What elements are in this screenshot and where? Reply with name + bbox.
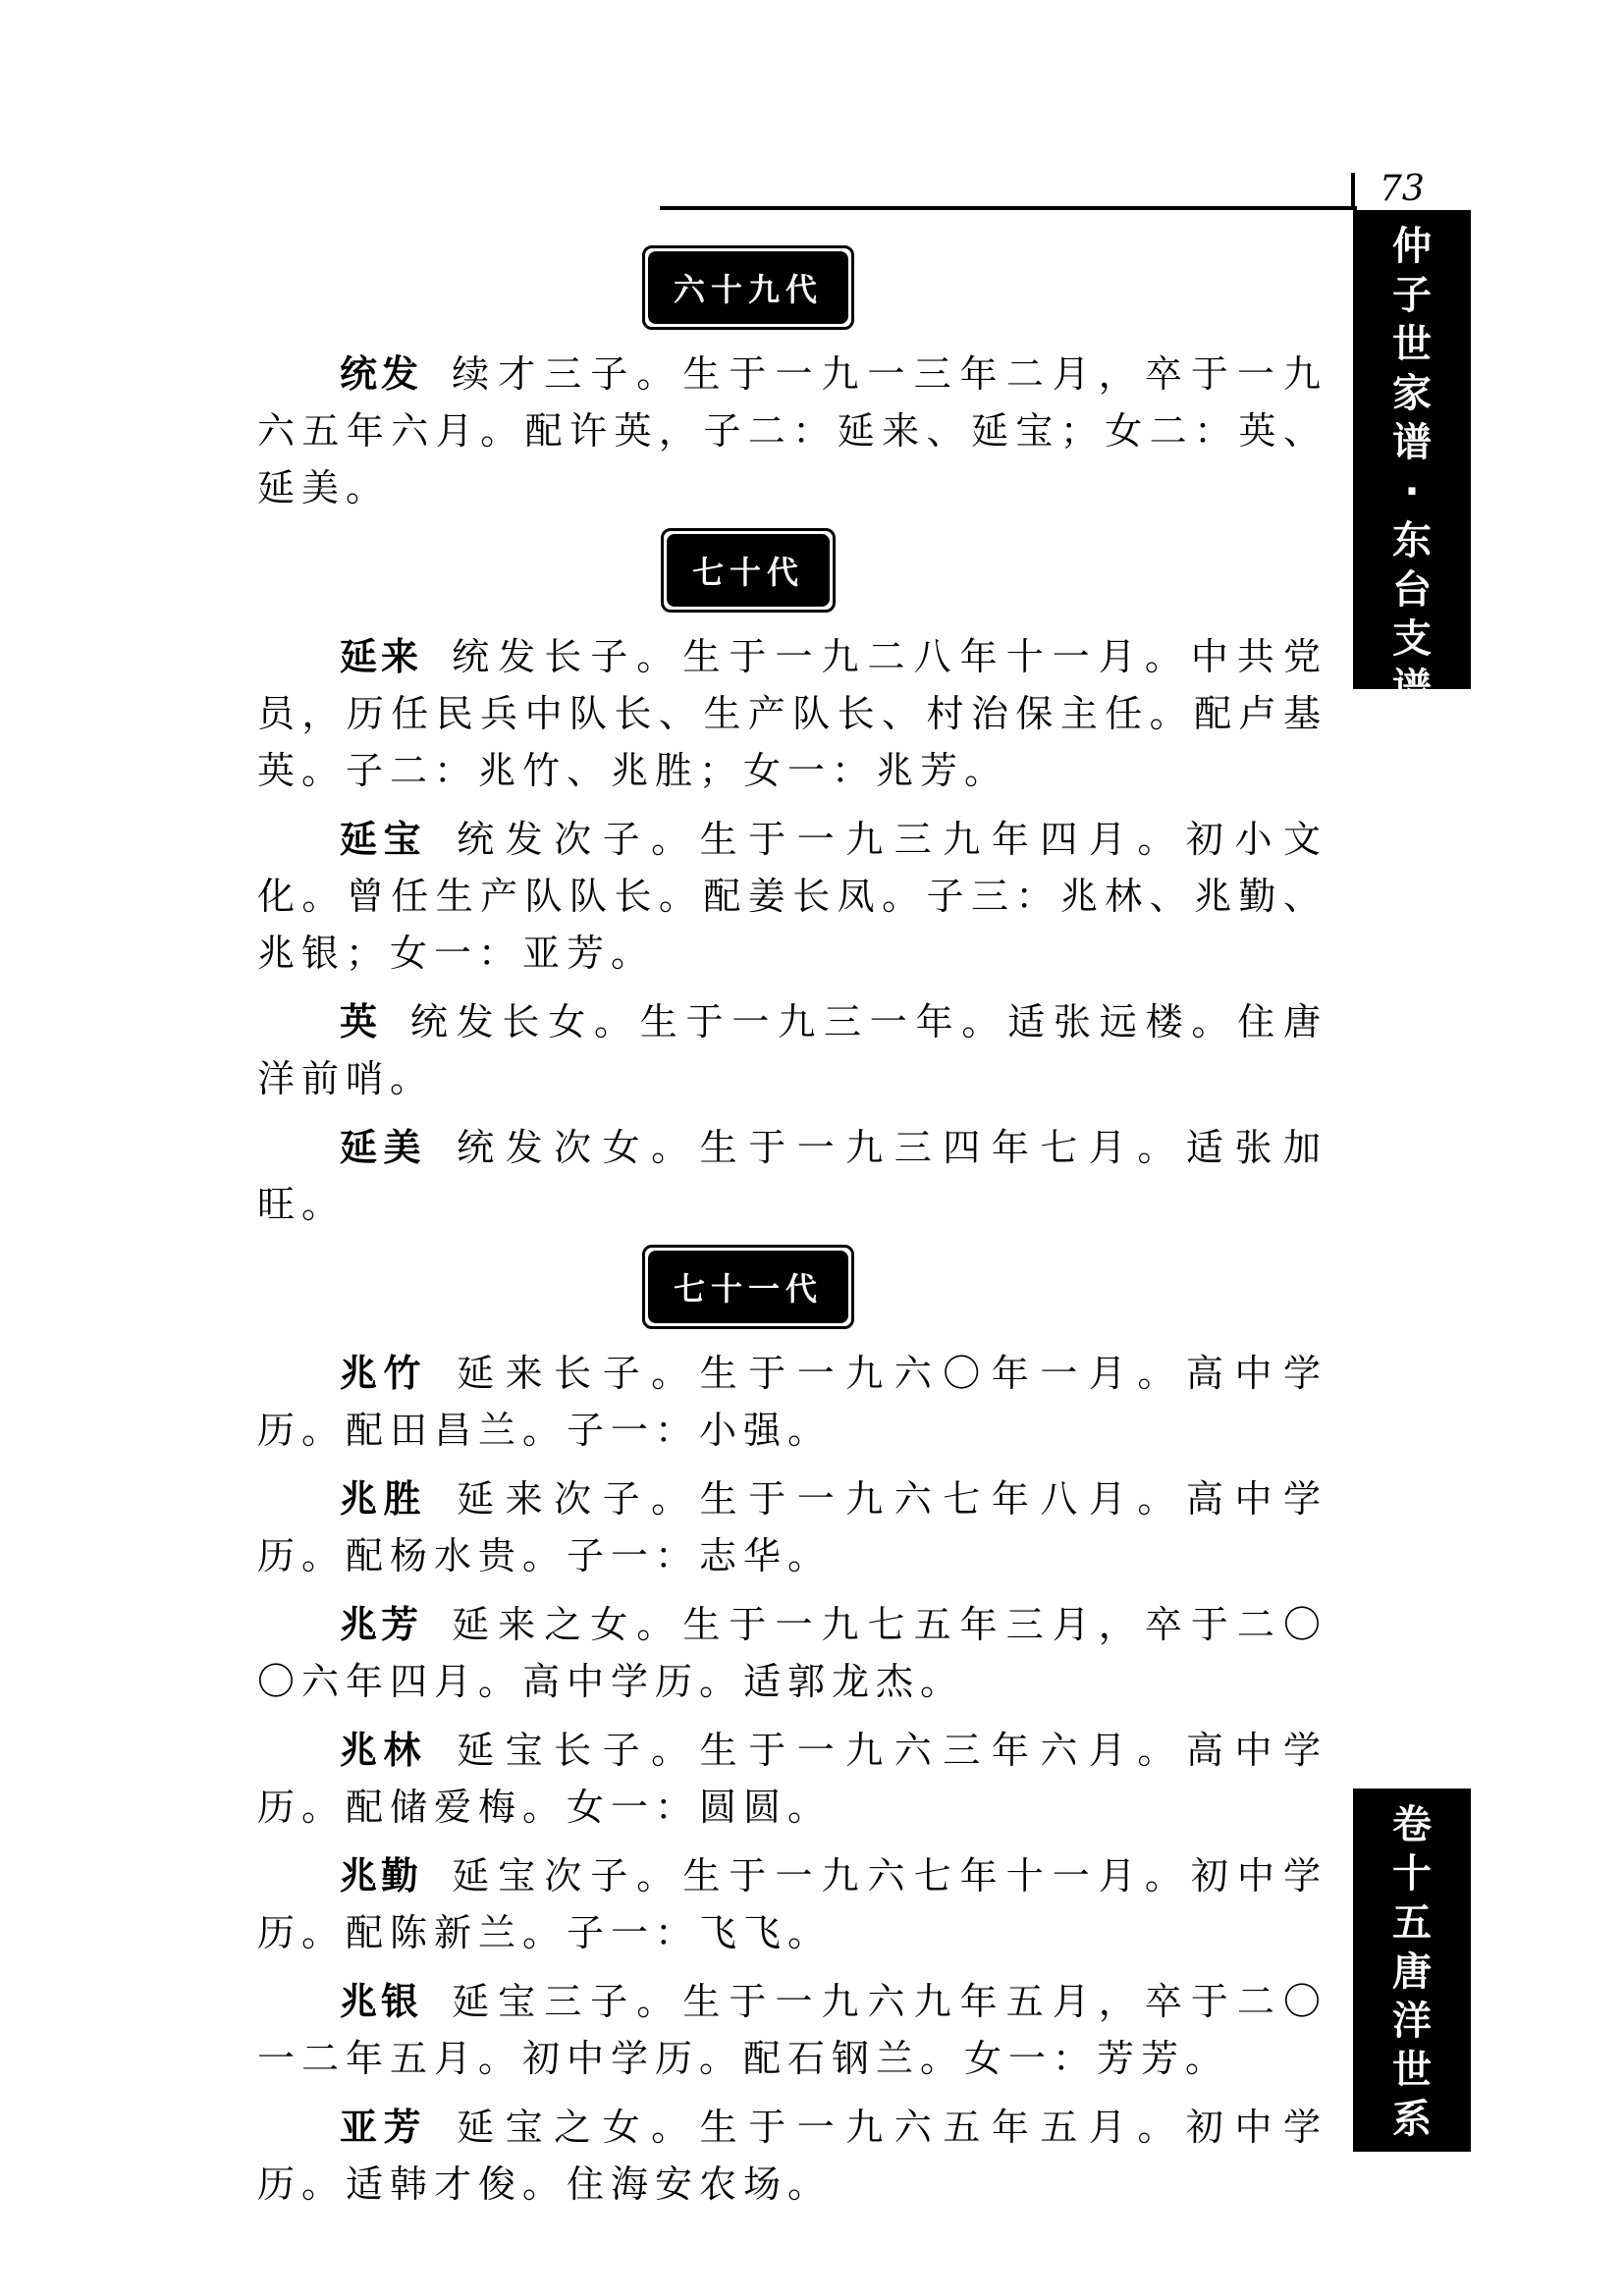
side-tab-char: 唐 [1392,1949,1432,1995]
side-tab-char: 子 [1392,273,1432,318]
person-entry [257,1847,1327,1961]
person-name: 延宝 [340,818,428,861]
generation-heading [257,1245,1327,1329]
person-entry [257,1470,1327,1584]
side-tab-char: 五 [1392,1900,1432,1946]
person-bio: 统发长女。生于一九三一年。适张远楼。住唐洋前哨。 [257,1000,1327,1100]
person-bio: 延宝长子。生于一九六三年六月。高中学历。配储爱梅。女一：圆圆。 [257,1729,1327,1829]
generation-heading [257,245,1327,330]
side-tab-char: 谱 [1392,420,1432,465]
page-number: 73 [1380,169,1425,209]
person-bio: 统发长子。生于一九二八年十一月。中共党员，历任民兵中队长、生产队长、村治保主任。配卢基英。子二：兆竹、兆胜；女一：兆芳。 [257,635,1327,792]
side-tab-char: 台 [1392,567,1432,613]
person-entry [257,1596,1327,1710]
person-name: 兆竹 [340,1352,428,1395]
person-entry [257,346,1327,516]
generation-label: 七十代 [667,534,830,607]
person-entry [257,2099,1327,2213]
side-tab-char: 世 [1392,2048,1432,2093]
person-entry [257,1973,1327,2087]
person-bio: 续才三子。生于一九一三年二月，卒于一九六五年六月。配许英，子二：延来、延宝；女二：英、延美。 [257,352,1327,509]
side-tab-char: 世 [1392,322,1432,367]
person-entry [257,1345,1327,1459]
person-entry [257,1119,1327,1233]
genealogy-content [257,236,1327,2224]
person-name: 英 [340,1000,381,1043]
side-tab-char: 十 [1392,1851,1432,1896]
person-entry [257,628,1327,799]
side-tab-char: 谱 [1392,666,1432,711]
person-name: 统发 [340,352,423,396]
side-tab-char: 支 [1392,616,1432,662]
person-bio: 延来之女。生于一九七五年三月，卒于二〇〇六年四月。高中学历。适郭龙杰。 [257,1603,1327,1703]
person-name: 兆勤 [340,1854,423,1897]
person-name: 兆银 [340,1980,423,2023]
person-name: 延美 [340,1126,428,1169]
person-bio: 延来长子。生于一九六〇年一月。高中学历。配田昌兰。子一：小强。 [257,1352,1327,1452]
person-bio: 延宝三子。生于一九六九年五月，卒于二〇一二年五月。初中学历。配石钢兰。女一：芳芳。 [257,1980,1327,2080]
person-name: 兆胜 [340,1477,428,1521]
person-bio: 延宝之女。生于一九六五年五月。初中学历。适韩才俊。住海安农场。 [257,2106,1327,2206]
generation-label: 六十九代 [648,251,848,324]
generation-heading [257,528,1327,613]
person-name: 兆林 [340,1729,428,1772]
header-rule-vertical [1351,173,1355,208]
side-tab-char: · [1404,469,1420,514]
side-tab-char: 系 [1392,2097,1432,2142]
person-bio: 统发次子。生于一九三九年四月。初小文化。曾任生产队队长。配姜长凤。子三：兆林、兆勤、兆银；女一：亚芳。 [257,818,1327,975]
person-entry [257,1722,1327,1836]
generation-label: 七十一代 [648,1251,848,1323]
person-bio: 统发次女。生于一九三四年七月。适张加旺。 [257,1126,1327,1226]
person-name: 亚芳 [340,2106,428,2149]
person-bio: 延来次子。生于一九六七年八月。高中学历。配杨水贵。子一：志华。 [257,1477,1327,1577]
person-entry [257,993,1327,1107]
side-tab-char: 东 [1392,518,1432,563]
person-name: 兆芳 [340,1603,423,1646]
person-name: 延来 [340,635,423,678]
side-tab-volume-title [1353,1789,1471,2152]
person-bio: 延宝次子。生于一九六七年十一月。初中学历。配陈新兰。子一：飞飞。 [257,1854,1327,1954]
side-tab-char: 卷 [1392,1802,1432,1847]
side-tab-char: 仲 [1392,224,1432,269]
header-rule [660,206,1357,210]
side-tab-book-title [1353,210,1471,711]
side-tab-char: 家 [1392,371,1432,416]
person-entry [257,811,1327,982]
side-tab-char: 洋 [1392,1999,1432,2044]
